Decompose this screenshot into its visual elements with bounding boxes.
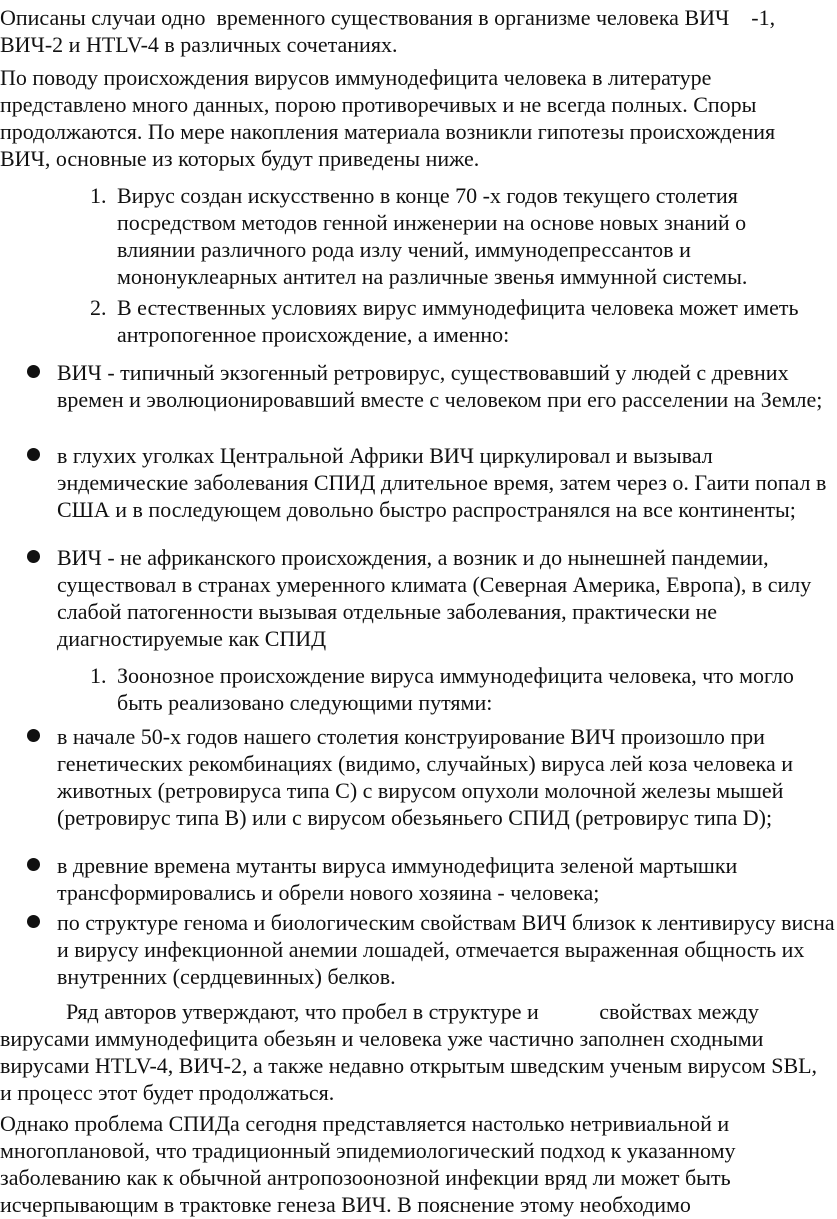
bullet-item-non-african bbox=[0, 544, 837, 652]
numbered-item-zoonotic bbox=[0, 662, 822, 716]
list-item-text: по структуре генома и биологическим свойствам ВИЧ близок к лентивирусу висна и вирусу инфекционной анемии лошадей, отмечается выраженная общность их внутренних (сердцевинных) белков. bbox=[57, 910, 835, 989]
list-number: 2. bbox=[90, 295, 107, 320]
list-number: 1. bbox=[90, 663, 107, 688]
bullet-item-lentivirus bbox=[0, 909, 837, 990]
list-item-text: в древние времена мутанты вируса иммунодефицита зеленой мартышки трансформировались и обрели нового хозяина - человека; bbox=[57, 853, 738, 905]
paragraph-problem: Однако проблема СПИДа сегодня представляется настолько нетривиальной и многоплановой, что традиционный эпидемиологический подход к указанному заболеванию как к обычной антропозоонозной инфекции вряд ли может быть исчерпывающим в трактовке генеза ВИЧ. В пояснение этому необходимо bbox=[0, 1111, 741, 1217]
numbered-item-artificial bbox=[0, 182, 822, 290]
bullet-icon bbox=[27, 729, 40, 742]
paragraph-authors: Ряд авторов утверждают, что пробел в структуре и свойствах между вирусами иммунодефицита обезьян и человека уже частично заполнен сходными вирусами HTLV-4, ВИЧ-2, а также недавно открытым шведским ученым вирусом SBL, и процесс этот будет продолжаться. bbox=[0, 999, 823, 1105]
list-item-text: Зоонозное происхождение вируса иммунодефицита человека, что могло быть реализовано следующими путями: bbox=[117, 663, 794, 715]
list-number: 1. bbox=[90, 183, 107, 208]
bullet-item-green-monkey bbox=[0, 852, 837, 906]
list-item-text: В естественных условиях вирус иммунодефицита человека может иметь антропогенное происхождение, а именно: bbox=[117, 295, 799, 347]
list-item-text: в начале 50-х годов нашего столетия конструирование ВИЧ произошло при генетических рекомбинациях (видимо, случайных) вируса лей коза человека и животных (ретровируса типа С) с вирусом опухоли молочной железы мышей (ретровирус типа В) или с вирусом обезьяньего СПИД (ретровирус типа D); bbox=[57, 724, 794, 830]
bullet-icon bbox=[27, 448, 40, 461]
bullet-item-recombination bbox=[0, 723, 837, 831]
bullet-item-central-africa bbox=[0, 442, 837, 523]
bullet-icon bbox=[27, 550, 40, 563]
numbered-item-anthropogenic bbox=[0, 294, 822, 348]
bullet-icon bbox=[27, 915, 40, 928]
bullet-icon bbox=[27, 858, 40, 871]
list-item-text: в глухих уголках Центральной Африки ВИЧ циркулировал и вызывал эндемические заболевания СПИД длительное время, затем через о. Гаити попал в США и в последующем довольно быстро распространялся на все континенты; bbox=[57, 443, 827, 522]
paragraph-origin-intro: По поводу происхождения вирусов иммунодефицита человека в литературе представлено много данных, порою противоречивых и не всегда полных. Споры продолжаются. По мере накопления материала возникли гипотезы происхождения ВИЧ, основные из которых будут приведены ниже. bbox=[0, 65, 781, 171]
bullet-item-exogenous bbox=[0, 359, 837, 413]
paragraph-coexistence: Описаны случаи одно временного существования в организме человека ВИЧ -1, ВИЧ-2 и HTLV-4 в различных сочетаниях. bbox=[0, 5, 781, 57]
list-item-text: ВИЧ - не африканского происхождения, а возник и до нынешней пандемии, существовал в странах умеренного климата (Северная Америка, Европа), в силу слабой патогенности вызывая отдельные заболевания, практически не диагностируемые как СПИД bbox=[57, 545, 812, 651]
bullet-icon bbox=[27, 365, 40, 378]
list-item-text: Вирус создан искусственно в конце 70 -х годов текущего столетия посредством методов генной инженерии на основе новых знаний о влиянии различного рода излу чений, иммунодепрессантов и мононуклеарных антител на различные звенья иммунной системы. bbox=[117, 183, 748, 289]
list-item-text: ВИЧ - типичный экзогенный ретровирус, существовавший у людей с древних времен и эволюционировавший вместе с человеком при его расселении на Земле; bbox=[57, 360, 823, 412]
